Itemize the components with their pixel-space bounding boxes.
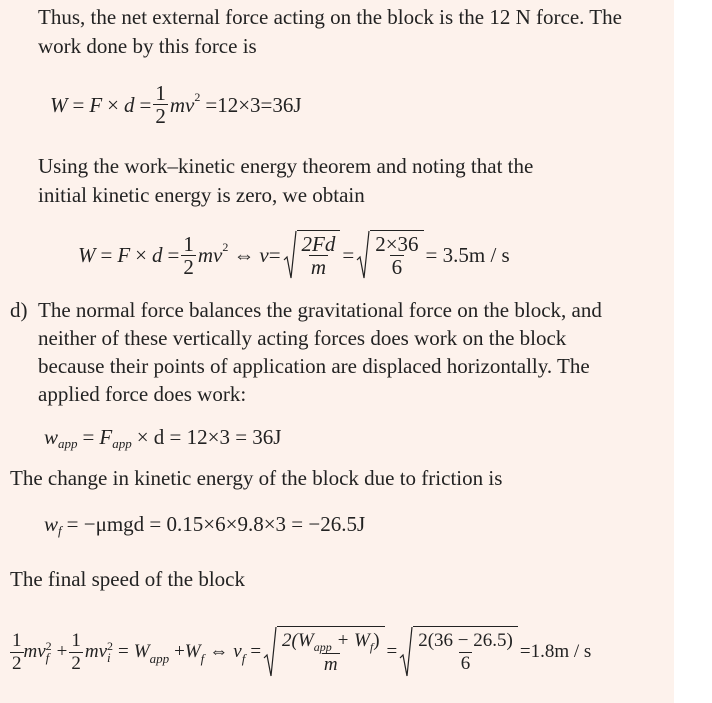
equation-velocity: W = F × d = $\frac{1}{2}$ mv 2 ⇔ v = $\frac{2Fd}{m}$ = $\frac{2\times 36}{6}$ = 3.5m / s xyxy=(78,231,510,279)
eq2-equals-4: = xyxy=(342,243,355,267)
eq5-sqrt-1: $\frac{2(W_{app} + W_f)}{m}$ xyxy=(263,626,384,678)
eq2-v: v xyxy=(259,243,269,267)
eq1-w: W xyxy=(50,92,68,117)
eq2-equals-3: = xyxy=(268,243,281,267)
eq3-equals: = xyxy=(82,425,95,449)
eq2-result: = 3.5m / s xyxy=(425,243,510,267)
eq1-equals-2: = xyxy=(139,92,152,117)
eq5-iff: ⇔ xyxy=(209,641,229,662)
eq1-fraction: $\frac{1}{2}$ xyxy=(155,81,166,128)
eq2-mv: mv xyxy=(197,243,223,267)
paragraph-2-line-1: Using the work–kinetic energy theorem and noting that the xyxy=(38,154,534,178)
eq5-equals: = xyxy=(118,641,129,662)
paragraph-4: The final speed of the block xyxy=(10,567,245,591)
paragraph-1-line-2: work done by this force is xyxy=(38,34,257,58)
eq5-fraction-1: $\frac{1}{2}$ xyxy=(12,629,22,674)
item-d-marker: d) xyxy=(10,298,28,322)
eq2-times: × xyxy=(135,243,148,267)
eq5-equals-3: = xyxy=(386,641,398,662)
eq5-mv-i: mv xyxy=(84,641,108,662)
paragraph-1-line-1: Thus, the net external force acting on the block is the 12 N force. The xyxy=(38,5,622,29)
eq2-w: W xyxy=(78,243,96,267)
eq5-w-app: W xyxy=(133,641,150,662)
eq3-rest: × d = 12×3 = 36J xyxy=(136,425,282,449)
paragraph-3: The change in kinetic energy of the block due to friction is xyxy=(10,466,503,490)
eq5-plus-2: + xyxy=(174,641,185,662)
eq2-d: d xyxy=(152,243,163,267)
eq3-f: F xyxy=(99,425,113,449)
equation-applied-work: w app = F app × d = 12×3 = 36J xyxy=(44,425,282,451)
eq1-mv: mv xyxy=(169,92,195,117)
eq2-equals: = xyxy=(100,243,113,267)
eq2-sqrt-1: $\frac{2Fd}{m}$ xyxy=(283,230,341,280)
eq5-w-f: W xyxy=(184,641,201,662)
eq3-w: w xyxy=(44,425,59,449)
paragraph-2-line-2: initial kinetic energy is zero, we obtain xyxy=(38,183,365,207)
eq2-iff: ⇔ xyxy=(233,243,255,267)
eq2-equals-2: = xyxy=(167,243,180,267)
eq1-equals: = xyxy=(72,92,85,117)
equation-work: W = F × d = $\frac{1}{2}$ mv 2 =12×3=36J xyxy=(50,81,302,128)
eq5-equals-2: = xyxy=(250,641,262,662)
eq2-fraction: $\frac{1}{2}$ xyxy=(183,231,194,279)
eq1-f: F xyxy=(89,92,103,117)
eq5-sqrt-2: $\frac{2(36 - 26.5)}{6}$ xyxy=(399,626,518,678)
item-d-line-3: because their points of application are displaced horizontally. The xyxy=(38,354,590,378)
eq2-sqrt-2: $\frac{2\times 36}{6}$ xyxy=(356,230,423,280)
eq5-mv-f: mv xyxy=(23,641,46,662)
eq1-rhs: =12×3=36J xyxy=(205,92,302,117)
eq4-w: w xyxy=(44,512,59,536)
eq1-times: × xyxy=(107,92,120,117)
eq5-v: v xyxy=(233,641,242,662)
eq5-plus-1: + xyxy=(56,641,68,662)
item-d-line-1: The normal force balances the gravitational force on the block, and xyxy=(38,298,602,322)
eq1-d: d xyxy=(124,92,135,117)
eq5-fraction-2: $\frac{1}{2}$ xyxy=(71,629,81,674)
equation-final-speed: $\frac{1}{2}$ mv 2 f + $\frac{1}{2}$ mv 2 i = W app + W f ⇔ v f = $\frac{2(W_{app} + W_f)}{m}$ = $\frac{2(36 - 26.5)}{6}$ =1.8m / s xyxy=(10,626,591,678)
eq2-f: F xyxy=(117,243,131,267)
item-d-line-4: applied force does work: xyxy=(38,382,247,406)
equation-friction-work: w f = −μmgd = 0.15×6×9.8×3 = −26.5J xyxy=(44,512,366,538)
eq4-rest: = −μmgd = 0.15×6×9.8×3 = −26.5J xyxy=(66,512,366,536)
item-d-line-2: neither of these vertically acting forces does work on the block xyxy=(38,326,567,350)
eq5-result: =1.8m / s xyxy=(519,641,592,662)
